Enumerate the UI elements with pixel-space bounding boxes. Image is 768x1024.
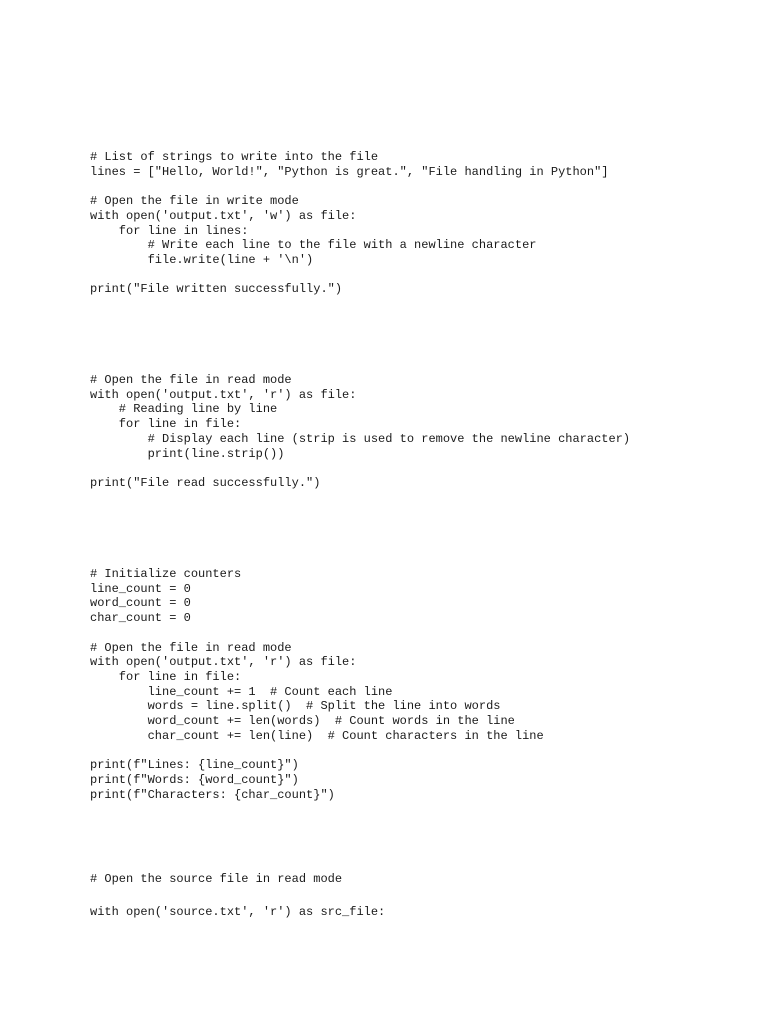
code-line: print(f"Characters: {char_count}") (90, 787, 335, 802)
code-line: with open('output.txt', 'r') as file: (90, 655, 357, 670)
code-line: # Reading line by line (90, 402, 278, 417)
code-line: print(f"Lines: {line_count}") (90, 758, 299, 773)
code-line: print("File written successfully.") (90, 282, 343, 297)
code-block-write-file (90, 150, 608, 297)
code-line: file.write(line + '\n') (90, 252, 314, 267)
code-line: with open('output.txt', 'r') as file: (90, 387, 357, 402)
code-line: char_count += len(line) # Count characters in the line (90, 728, 544, 743)
code-line: with open('output.txt', 'w') as file: (90, 208, 357, 223)
code-line: line_count = 0 (90, 581, 191, 596)
code-line (90, 268, 608, 283)
code-block-read-file (90, 373, 630, 491)
code-line: word_count = 0 (90, 596, 191, 611)
code-line: # Write each line to the file with a newline character (90, 238, 537, 253)
code-line: words = line.split() # Split the line into words (90, 699, 501, 714)
code-line: for line in file: (90, 417, 242, 432)
code-line: print(f"Words: {word_count}") (90, 772, 299, 787)
code-line: # Open the file in read mode (90, 373, 292, 387)
code-line: word_count += len(words) # Count words in the line (90, 714, 515, 729)
code-line: # List of strings to write into the file (90, 150, 379, 164)
code-line: # Initialize counters (90, 567, 242, 581)
code-line (90, 743, 544, 758)
code-line: with open('source.txt', 'r') as src_file: (90, 905, 386, 919)
code-line (90, 626, 544, 641)
code-line: lines = ["Hello, World!", "Python is great.", "File handling in Python"] (90, 164, 609, 179)
code-line (90, 179, 608, 194)
code-block-copy-comment (90, 872, 342, 887)
code-block-copy-open (90, 905, 385, 920)
code-line: char_count = 0 (90, 611, 191, 626)
code-line: print(line.strip()) (90, 446, 285, 461)
code-line: line_count += 1 # Count each line (90, 684, 393, 699)
code-line: for line in file: (90, 669, 242, 684)
code-block-count-file (90, 567, 544, 802)
code-line: # Display each line (strip is used to remove the newline character) (90, 431, 631, 446)
code-line: # Open the file in read mode (90, 640, 292, 655)
code-line: print("File read successfully.") (90, 475, 321, 490)
code-line: # Open the file in write mode (90, 194, 299, 209)
code-line: for line in lines: (90, 223, 249, 238)
code-line: # Open the source file in read mode (90, 872, 343, 886)
code-line (90, 461, 630, 476)
